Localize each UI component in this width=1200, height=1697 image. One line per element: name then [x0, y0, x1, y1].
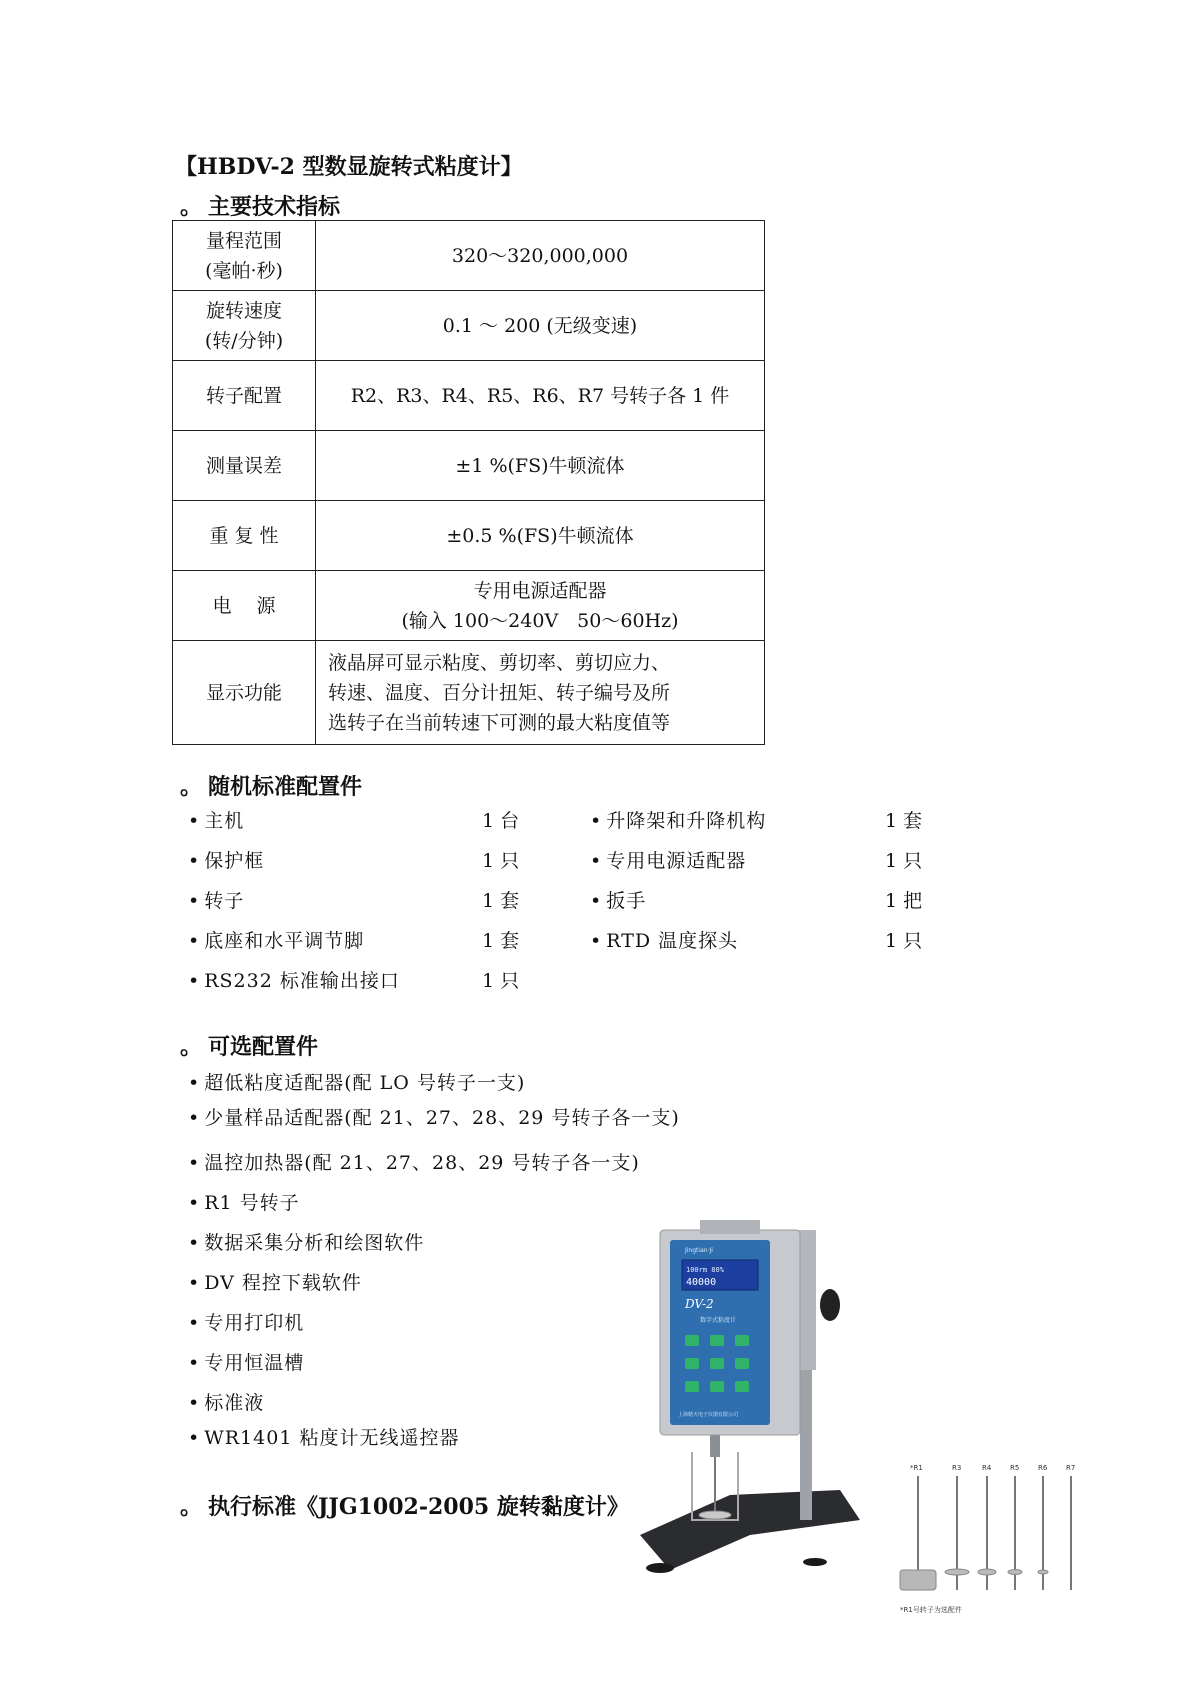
section-mark: 。 [180, 774, 203, 800]
spec-label: 量程范围 (毫帕·秒) [173, 221, 316, 291]
spec-value: R2、R3、R4、R5、R6、R7 号转子各 1 件 [316, 361, 765, 431]
device-maker: 上海精天电子仪器有限公司 [678, 1412, 739, 1418]
list-item: • 超低粘度适配器(配 LO 号转子一支) [188, 1072, 526, 1094]
section-title-optional [180, 1030, 318, 1061]
spindle-label: R4 [982, 1464, 992, 1472]
section-mark: 。 [180, 194, 203, 220]
section-title-standard [180, 770, 362, 801]
list-item: • 温控加热器(配 21、27、28、29 号转子各一支) [188, 1152, 640, 1174]
list-item: • 底座和水平调节脚 [188, 930, 365, 952]
spec-value: 液晶屏可显示粘度、剪切率、剪切应力、 转速、温度、百分计扭矩、转子编号及所 选转子在当前转速下可测的最大粘度值等 [316, 641, 765, 745]
table-row [173, 431, 765, 501]
section-label: 主要技术指标 [208, 194, 341, 220]
lcd-line-1: 100rm 80% [686, 1266, 724, 1274]
list-item: • R1 号转子 [188, 1192, 300, 1214]
item-quantity: 1 只 [482, 970, 520, 992]
spec-value: 0.1 ～ 200 (无级变速) [316, 291, 765, 361]
section-label: 执行标准《JJG1002-2005 旋转黏度计》 [208, 1494, 629, 1520]
item-quantity: 1 台 [482, 810, 520, 832]
table-row [173, 221, 765, 291]
list-item: • 少量样品适配器(配 21、27、28、29 号转子各一支) [188, 1107, 680, 1129]
list-item: • 保护框 [188, 850, 265, 872]
list-item: • DV 程控下载软件 [188, 1272, 362, 1294]
list-item: • 专用电源适配器 [590, 850, 747, 872]
list-item: • 转子 [188, 890, 245, 912]
list-item: • 数据采集分析和绘图软件 [188, 1232, 425, 1254]
list-item: • 标准液 [188, 1392, 265, 1414]
viscometer-image [630, 1190, 870, 1590]
table-row [173, 291, 765, 361]
list-item: • WR1401 粘度计无线遥控器 [188, 1427, 460, 1449]
table-row [173, 501, 765, 571]
document-title: 【HBDV-2 型数显旋转式粘度计】 [175, 154, 523, 180]
section-mark: 。 [180, 1034, 203, 1060]
spec-label: 测量误差 [173, 431, 316, 501]
list-item: • RS232 标准输出接口 [188, 970, 400, 992]
item-quantity: 1 只 [885, 850, 923, 872]
section-mark: 。 [180, 1494, 203, 1520]
spec-value: 320～320,000,000 [316, 221, 765, 291]
item-quantity: 1 套 [482, 890, 520, 912]
item-quantity: 1 套 [482, 930, 520, 952]
specs-table [172, 220, 765, 745]
section-label: 随机标准配置件 [208, 774, 363, 800]
spec-value: ±0.5 %(FS)牛顿流体 [316, 501, 765, 571]
spec-label: 显示功能 [173, 641, 316, 745]
table-row [173, 361, 765, 431]
table-row [173, 571, 765, 641]
item-quantity: 1 只 [885, 930, 923, 952]
list-item: • 扳手 [590, 890, 647, 912]
spec-label: 电 源 [173, 571, 316, 641]
section-title-standard-exec [180, 1490, 629, 1521]
spindle-label: *R1 [910, 1464, 923, 1472]
section-label: 可选配置件 [208, 1034, 319, 1060]
spindle-note: *R1号转子为选配件 [900, 1606, 962, 1614]
spindle-label: R3 [952, 1464, 962, 1472]
lcd-line-2: 40000 [686, 1277, 717, 1288]
spindle-set-image [890, 1460, 1100, 1620]
spec-label: 重 复 性 [173, 501, 316, 571]
spindle-label: R6 [1038, 1464, 1048, 1472]
list-item: • 升降架和升降机构 [590, 810, 767, 832]
spec-label: 旋转速度 (转/分钟) [173, 291, 316, 361]
table-row [173, 641, 765, 745]
spindle-label: R7 [1066, 1464, 1076, 1472]
item-quantity: 1 只 [482, 850, 520, 872]
device-subtitle: 数字式粘度计 [700, 1317, 737, 1324]
spec-value: 专用电源适配器 (输入 100～240V 50～60Hz) [316, 571, 765, 641]
spec-label: 转子配置 [173, 361, 316, 431]
list-item: • RTD 温度探头 [590, 930, 739, 952]
list-item: • 主机 [188, 810, 245, 832]
spindle-label: R5 [1010, 1464, 1020, 1472]
item-quantity: 1 把 [885, 890, 923, 912]
device-brand: Jingtian·Ji [685, 1247, 713, 1254]
keypad [685, 1335, 749, 1392]
spec-value: ±1 %(FS)牛顿流体 [316, 431, 765, 501]
item-quantity: 1 套 [885, 810, 923, 832]
list-item: • 专用恒温槽 [188, 1352, 305, 1374]
section-title-specs [180, 190, 340, 221]
list-item: • 专用打印机 [188, 1312, 305, 1334]
device-model: DV-2 [685, 1297, 714, 1311]
